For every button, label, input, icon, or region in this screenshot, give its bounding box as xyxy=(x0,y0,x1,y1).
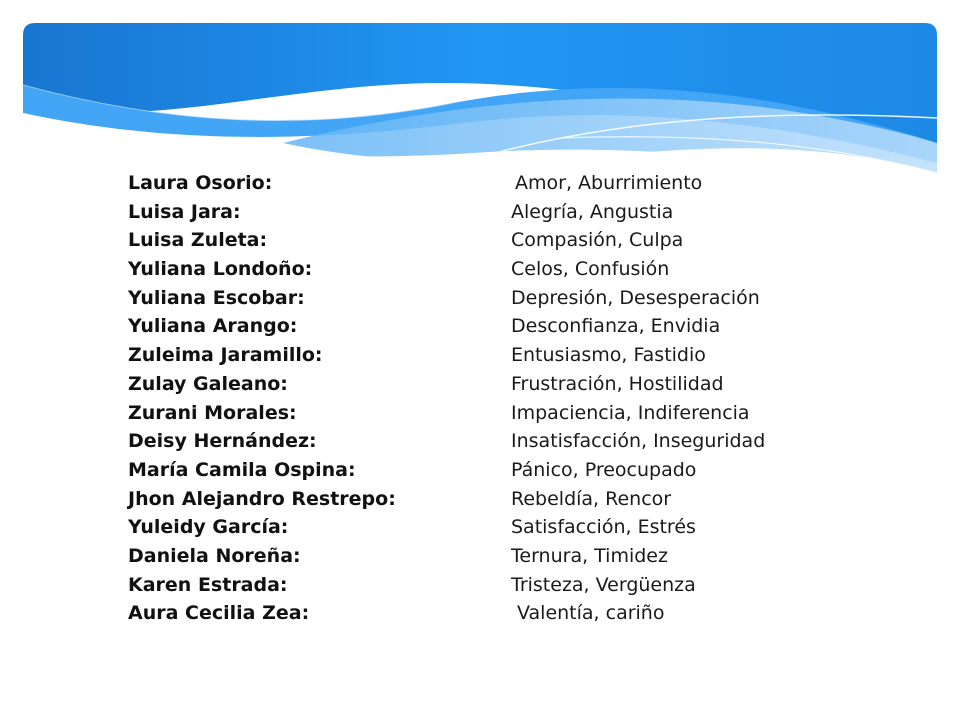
student-name: Luisa Jara: xyxy=(128,200,241,223)
student-name: Zulay Galeano: xyxy=(128,372,288,395)
assigned-emotions: Alegría, Angustia xyxy=(511,200,674,223)
assigned-emotions: Entusiasmo, Fastidio xyxy=(511,344,706,367)
wave-graphic xyxy=(23,23,937,193)
assigned-emotions: Compasión, Culpa xyxy=(511,229,684,252)
list-item xyxy=(128,399,848,428)
list-item xyxy=(128,485,848,514)
name-emotion-list xyxy=(128,169,848,628)
assigned-emotions: Desconfianza, Envidia xyxy=(511,315,721,338)
student-name: Yuleidy García: xyxy=(128,516,289,539)
assigned-emotions: Amor, Aburrimiento xyxy=(515,172,703,194)
list-item xyxy=(128,198,848,227)
assigned-emotions: Insatisfacción, Inseguridad xyxy=(511,430,766,453)
list-item xyxy=(128,341,848,370)
student-name: Daniela Noreña: xyxy=(128,544,301,567)
student-name: Yuliana Escobar: xyxy=(128,286,305,309)
assigned-emotions: Frustración, Hostilidad xyxy=(511,372,724,395)
list-item xyxy=(128,427,848,456)
student-name: Jhon Alejandro Restrepo: xyxy=(128,487,396,510)
assigned-emotions: Depresión, Desesperación xyxy=(511,286,760,309)
list-item xyxy=(128,513,848,542)
assigned-emotions: Rebeldía, Rencor xyxy=(511,487,672,510)
list-item xyxy=(128,255,848,284)
assigned-emotions: Celos, Confusión xyxy=(511,258,670,281)
list-item xyxy=(128,284,848,313)
list-item xyxy=(128,456,848,485)
list-item xyxy=(128,571,848,600)
student-name: Aura Cecilia Zea: xyxy=(128,602,310,625)
assigned-emotions: Satisfacción, Estrés xyxy=(511,516,696,539)
assigned-emotions: Impaciencia, Indiferencia xyxy=(511,401,750,424)
student-name: Yuliana Arango: xyxy=(128,315,298,338)
student-name: Deisy Hernández: xyxy=(128,430,317,453)
header-wave-banner xyxy=(23,23,937,193)
assigned-emotions: Tristeza, Vergüenza xyxy=(511,573,696,596)
list-item xyxy=(128,599,848,628)
assigned-emotions: Valentía, cariño xyxy=(517,602,665,625)
student-name: Yuliana Londoño: xyxy=(128,258,313,281)
student-name: Zurani Morales: xyxy=(128,401,297,424)
assigned-emotions: Pánico, Preocupado xyxy=(511,458,697,481)
student-name: Zuleima Jaramillo: xyxy=(128,344,323,367)
student-name: Luisa Zuleta: xyxy=(128,229,268,252)
assigned-emotions: Ternura, Timidez xyxy=(511,544,668,567)
list-item xyxy=(128,226,848,255)
list-item xyxy=(128,169,848,198)
list-item xyxy=(128,370,848,399)
student-name: Laura Osorio: xyxy=(128,172,273,194)
list-item xyxy=(128,312,848,341)
list-item xyxy=(128,542,848,571)
student-name: María Camila Ospina: xyxy=(128,458,356,481)
student-name: Karen Estrada: xyxy=(128,573,288,596)
